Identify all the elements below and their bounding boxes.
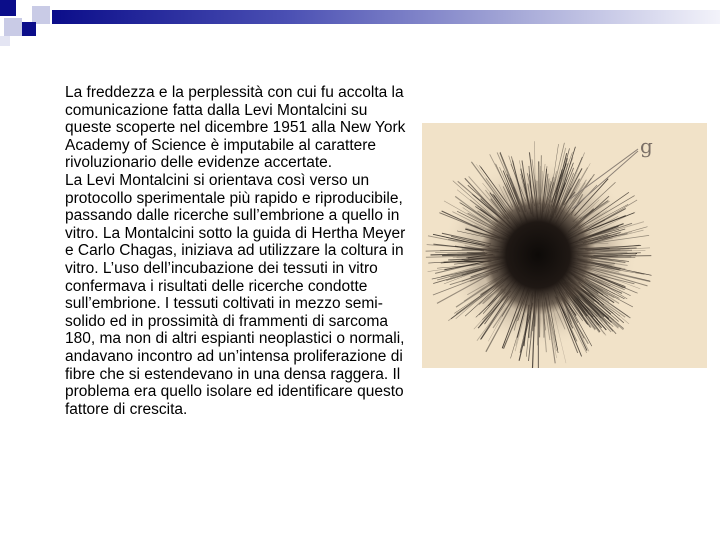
decorative-square [0, 36, 10, 46]
top-gradient-bar [52, 10, 720, 24]
micrograph-figure [422, 123, 707, 368]
decorative-square [22, 22, 36, 36]
paragraph-2: La Levi Montalcini si orientava così verso un protocollo sperimentale più rapido e riproducibile, passando dalle ricerche sull’embrione a quello in vitro. La Montalcini sotto la guida di Hertha Meyer e Carlo Chagas, iniziava ad utilizzare la coltura in vitro. L’uso dell’incubazione dei tessuti in vitro confermava i risultati delle ricerche condotte sull’embrione. I tessuti coltivati in mezzo semi-solido ed in prossimità di frammenti di sarcoma 180, ma non di altri espianti neoplastici o normali, andavano incontro ad un’intensa proliferazione di fibre che si estendevano in una densa raggera. Il problema era quello isolare ed identificare questo fattore di crescita. [65, 171, 406, 418]
decorative-square [4, 18, 22, 36]
paragraph-1: La freddezza e la perplessità con cui fu accolta la comunicazione fatta dalla Levi Montalcini su queste scoperte nel dicembre 1951 alla New York Academy of Science è imputabile al carattere rivoluzionario delle evidenze accertate. [65, 84, 406, 172]
nerve-fiber-halo-icon [422, 123, 707, 368]
slide-body-text [65, 84, 410, 418]
decorative-square [16, 0, 32, 16]
halo-core [480, 195, 596, 315]
figure-label: g [640, 134, 653, 158]
decorative-square [0, 0, 16, 16]
